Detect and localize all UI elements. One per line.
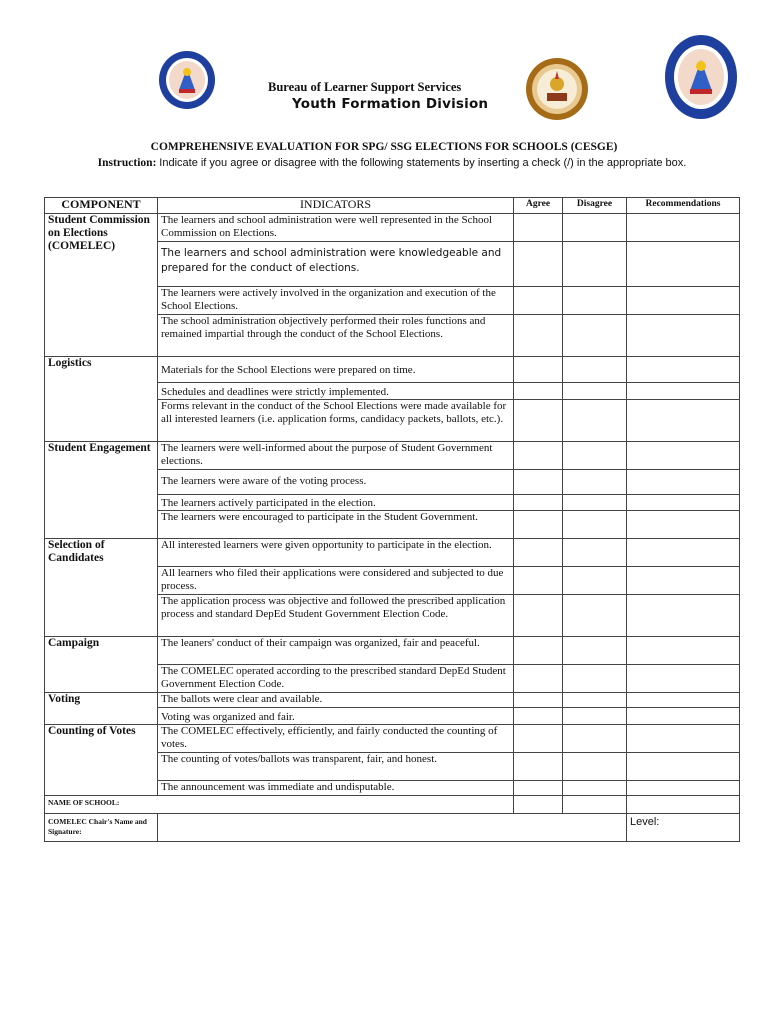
- instruction-label: Instruction:: [97, 157, 157, 169]
- indicator-cell: Voting was organized and fair.: [158, 708, 514, 725]
- disagree-box[interactable]: [563, 539, 627, 567]
- recommendation-box[interactable]: [627, 383, 740, 400]
- form-title: COMPREHENSIVE EVALUATION FOR SPG/ SSG ELECTIONS FOR SCHOOLS (CESGE): [150, 141, 618, 153]
- component-counting-of-votes: Counting of Votes: [45, 725, 158, 796]
- agree-box[interactable]: [514, 637, 563, 665]
- agree-box[interactable]: [514, 708, 563, 725]
- indicators-header: INDICATORS: [158, 198, 514, 214]
- recommendation-box[interactable]: [627, 753, 740, 781]
- indicator-cell: Schedules and deadlines were strictly implemented.: [158, 383, 514, 400]
- disagree-box[interactable]: [563, 400, 627, 442]
- table-row: [45, 637, 740, 665]
- recommendation-box[interactable]: [627, 796, 740, 814]
- indicator-cell: The leaners' conduct of their campaign was organized, fair and peaceful.: [158, 637, 514, 665]
- level-field[interactable]: [627, 814, 740, 842]
- indicator-cell: The learners were encouraged to participate in the Student Government.: [158, 511, 514, 539]
- indicator-cell: Forms relevant in the conduct of the School Elections were made available for all interested learners (i.e. application forms, candidacy packets, ballots, etc.).: [158, 400, 514, 442]
- agree-box[interactable]: [514, 665, 563, 693]
- recommendation-box[interactable]: [627, 400, 740, 442]
- recommendations-header: Recommendations: [627, 198, 740, 214]
- recommendation-box[interactable]: [627, 725, 740, 753]
- disagree-box[interactable]: [563, 781, 627, 796]
- disagree-box[interactable]: [563, 708, 627, 725]
- recommendation-box[interactable]: [627, 242, 740, 287]
- agree-box[interactable]: [514, 511, 563, 539]
- agree-box[interactable]: [514, 470, 563, 495]
- header-row: [45, 198, 740, 214]
- agree-box[interactable]: [514, 595, 563, 637]
- disagree-box[interactable]: [563, 242, 627, 287]
- disagree-box[interactable]: [563, 357, 627, 383]
- level-label: Level:: [630, 816, 660, 828]
- disagree-box[interactable]: [563, 470, 627, 495]
- recommendation-box[interactable]: [627, 595, 740, 637]
- component-campaign: Campaign: [45, 637, 158, 693]
- recommendation-box[interactable]: [627, 708, 740, 725]
- agree-box[interactable]: [514, 242, 563, 287]
- recommendation-box[interactable]: [627, 511, 740, 539]
- agree-box[interactable]: [514, 796, 563, 814]
- table-row: [45, 214, 740, 242]
- instruction: [92, 156, 692, 170]
- recommendation-box[interactable]: [627, 567, 740, 595]
- indicator-cell: The counting of votes/ballots was transparent, fair, and honest.: [158, 753, 514, 781]
- agree-box[interactable]: [514, 539, 563, 567]
- recommendation-box[interactable]: [627, 539, 740, 567]
- indicator-cell: The application process was objective and followed the prescribed application process and standard DepEd Student Government Election Code.: [158, 595, 514, 637]
- agree-box[interactable]: [514, 287, 563, 315]
- indicator-cell: The learners were well-informed about the purpose of Student Government elections.: [158, 442, 514, 470]
- deped-seal-left: [158, 50, 216, 110]
- deped-seal-right: [664, 34, 738, 120]
- instruction-text: Indicate if you agree or disagree with the following statements by inserting a check (/) in the appropriate box.: [159, 157, 687, 169]
- comelec-chair-row: [45, 814, 740, 842]
- recommendation-box[interactable]: [627, 781, 740, 796]
- indicator-cell: The COMELEC operated according to the prescribed standard DepEd Student Government Election Code.: [158, 665, 514, 693]
- agree-box[interactable]: [514, 214, 563, 242]
- agree-box[interactable]: [514, 442, 563, 470]
- component-selection-of-candidates: Selection of Candidates: [45, 539, 158, 637]
- table-row: [45, 693, 740, 708]
- recommendation-box[interactable]: [627, 693, 740, 708]
- agree-box[interactable]: [514, 781, 563, 796]
- recommendation-box[interactable]: [627, 495, 740, 511]
- agree-box[interactable]: [514, 400, 563, 442]
- disagree-header: Disagree: [563, 198, 627, 214]
- indicator-cell: The announcement was immediate and undisputable.: [158, 781, 514, 796]
- agree-box[interactable]: [514, 753, 563, 781]
- component-comelec: Student Commission on Elections (COMELEC): [45, 214, 158, 357]
- component-student-engagement: Student Engagement: [45, 442, 158, 539]
- agree-box[interactable]: [514, 383, 563, 400]
- table-row: [45, 725, 740, 753]
- indicator-cell: The learners were aware of the voting process.: [158, 470, 514, 495]
- disagree-box[interactable]: [563, 442, 627, 470]
- disagree-box[interactable]: [563, 637, 627, 665]
- table-row: [45, 539, 740, 567]
- comelec-chair-label: COMELEC Chair's Name and Signature:: [45, 814, 158, 842]
- indicator-cell: The learners and school administration were knowledgeable and prepared for the conduct of elections.: [158, 242, 514, 287]
- agree-box[interactable]: [514, 315, 563, 357]
- agree-box[interactable]: [514, 693, 563, 708]
- table-row: [45, 442, 740, 470]
- disagree-box[interactable]: [563, 796, 627, 814]
- table-row: [45, 357, 740, 383]
- disagree-box[interactable]: [563, 495, 627, 511]
- indicator-cell: The COMELEC effectively, efficiently, and fairly conducted the counting of votes.: [158, 725, 514, 753]
- disagree-box[interactable]: [563, 214, 627, 242]
- disagree-box[interactable]: [563, 315, 627, 357]
- recommendation-box[interactable]: [627, 442, 740, 470]
- recommendation-box[interactable]: [627, 315, 740, 357]
- division-heading: Youth Formation Division: [292, 96, 489, 112]
- school-name-label: NAME OF SCHOOL:: [45, 796, 514, 814]
- school-row: [45, 796, 740, 814]
- component-header: COMPONENT: [45, 198, 158, 214]
- disagree-box[interactable]: [563, 595, 627, 637]
- disagree-box[interactable]: [563, 725, 627, 753]
- disagree-box[interactable]: [563, 665, 627, 693]
- indicator-cell: The ballots were clear and available.: [158, 693, 514, 708]
- indicator-cell: Materials for the School Elections were prepared on time.: [158, 357, 514, 383]
- deped-seal-center: [525, 57, 589, 121]
- indicator-cell: The learners actively participated in the election.: [158, 495, 514, 511]
- disagree-box[interactable]: [563, 287, 627, 315]
- indicator-cell: The learners were actively involved in the organization and execution of the School Elections.: [158, 287, 514, 315]
- recommendation-box[interactable]: [627, 287, 740, 315]
- disagree-box[interactable]: [563, 511, 627, 539]
- disagree-box[interactable]: [563, 693, 627, 708]
- indicator-cell: All learners who filed their applications were considered and subjected to due process.: [158, 567, 514, 595]
- agree-box[interactable]: [514, 495, 563, 511]
- agree-header: Agree: [514, 198, 563, 214]
- disagree-box[interactable]: [563, 567, 627, 595]
- agree-box[interactable]: [514, 357, 563, 383]
- evaluation-table: [44, 197, 740, 842]
- disagree-box[interactable]: [563, 753, 627, 781]
- indicator-cell: All interested learners were given opportunity to participate in the election.: [158, 539, 514, 567]
- component-voting: Voting: [45, 693, 158, 725]
- recommendation-box[interactable]: [627, 637, 740, 665]
- disagree-box[interactable]: [563, 383, 627, 400]
- recommendation-box[interactable]: [627, 470, 740, 495]
- indicator-cell: The learners and school administration were well represented in the School Commission on Elections.: [158, 214, 514, 242]
- recommendation-box[interactable]: [627, 357, 740, 383]
- indicator-cell: The school administration objectively performed their roles functions and remained impartial through the conduct of the School Elections.: [158, 315, 514, 357]
- component-logistics: Logistics: [45, 357, 158, 442]
- agree-box[interactable]: [514, 725, 563, 753]
- recommendation-box[interactable]: [627, 214, 740, 242]
- signature-field[interactable]: [158, 814, 627, 842]
- bureau-heading: Bureau of Learner Support Services: [268, 80, 462, 94]
- recommendation-box[interactable]: [627, 665, 740, 693]
- agree-box[interactable]: [514, 567, 563, 595]
